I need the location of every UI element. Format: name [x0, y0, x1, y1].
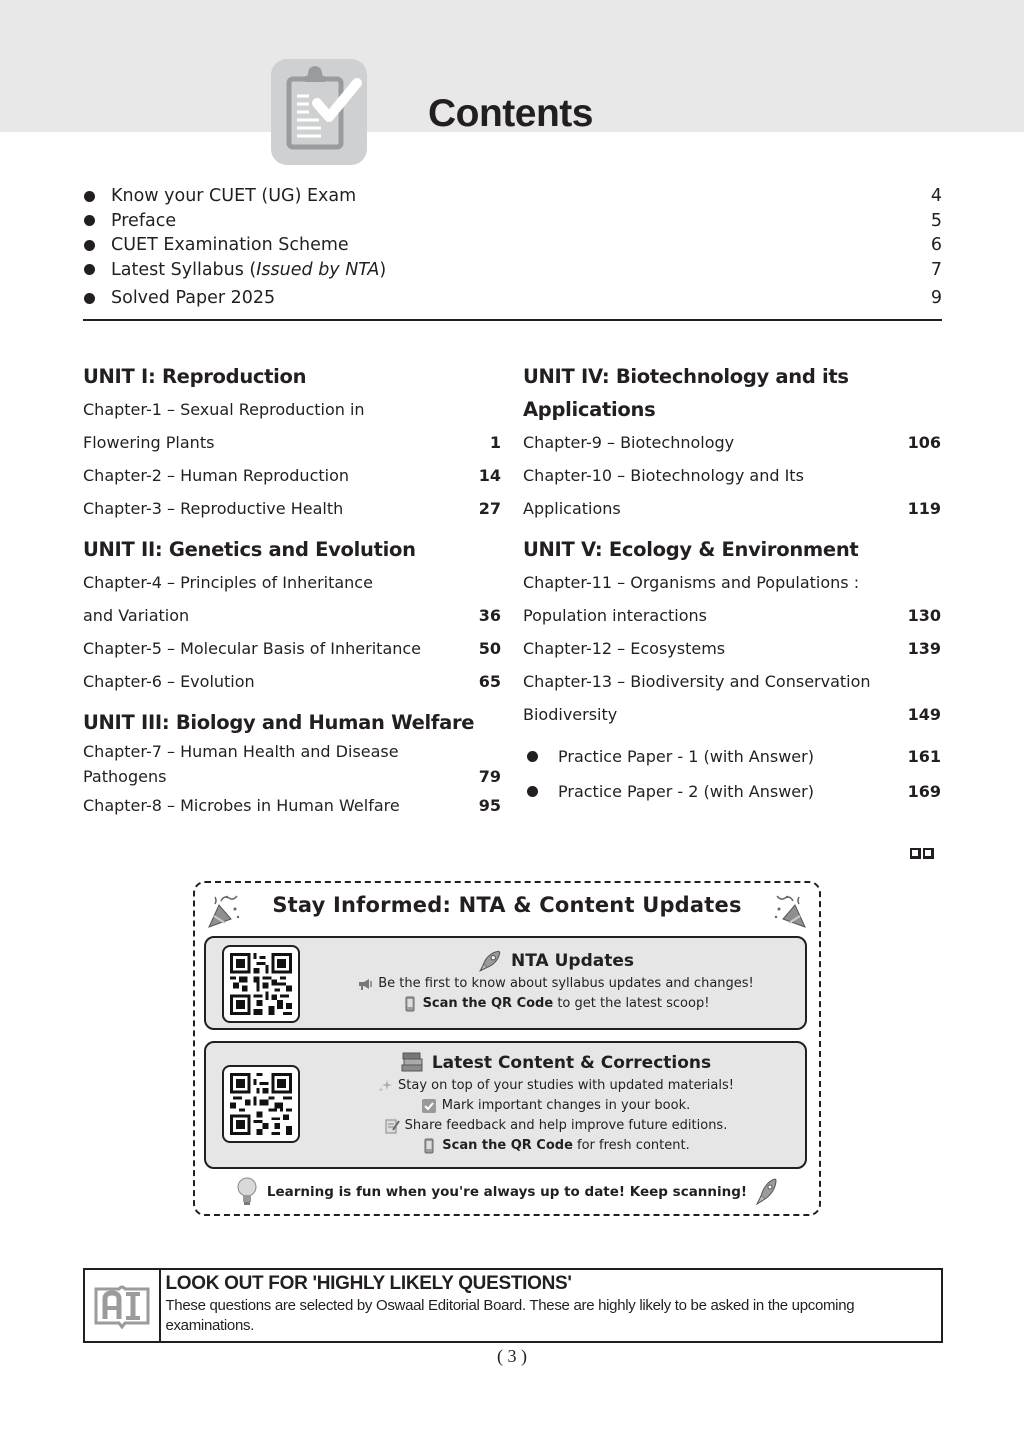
- chapter-2[interactable]: [83, 459, 501, 492]
- unit-title: UNIT I: Reproduction: [83, 365, 307, 388]
- nta-scan-rest: to get the latest scoop!: [553, 996, 710, 1011]
- toc-entry-solved-paper[interactable]: [83, 286, 942, 311]
- nta-scan-bold: Scan the QR Code: [422, 996, 554, 1011]
- chapter-10[interactable]: [523, 459, 941, 492]
- practice-paper-label: Practice Paper - 2 (with Answer): [558, 782, 814, 801]
- chapter-5[interactable]: [83, 632, 501, 665]
- chapter-7-cont[interactable]: [83, 764, 501, 789]
- toc-entry-page: 7: [930, 259, 942, 280]
- unit-4: [523, 360, 941, 525]
- chapter-label: Chapter-7 – Human Health and Disease: [83, 742, 399, 761]
- chapter-page: 130: [907, 606, 941, 625]
- unit-title: UNIT III: Biology and Human Welfare: [83, 711, 475, 734]
- practice-paper-page: 169: [907, 782, 941, 801]
- chapter-10-cont[interactable]: [523, 492, 941, 525]
- chapter-label: Population interactions: [523, 606, 708, 625]
- updates-footer: [195, 1177, 819, 1207]
- chapter-9[interactable]: [523, 426, 941, 459]
- content-line-1: Stay on top of your studies with updated materials!: [398, 1078, 734, 1093]
- practice-paper-2[interactable]: [523, 774, 941, 809]
- rocket-icon: [477, 948, 503, 974]
- content-line-3: Share feedback and help improve future editions.: [404, 1118, 728, 1133]
- content-corrections-panel: [204, 1041, 807, 1169]
- bullet-icon: [84, 293, 95, 304]
- memo-icon: [384, 1118, 400, 1134]
- chapter-label: Chapter-5 – Molecular Basis of Inheritance: [83, 639, 422, 658]
- updates-box: [193, 881, 821, 1216]
- chapter-6[interactable]: [83, 665, 501, 698]
- chapter-label: Chapter-8 – Microbes in Human Welfare: [83, 796, 400, 815]
- end-of-section-mark: [910, 847, 936, 863]
- nta-updates-panel: [204, 936, 807, 1030]
- practice-paper-1[interactable]: [523, 739, 941, 774]
- chapter-13[interactable]: [523, 665, 941, 698]
- chapter-page: 95: [478, 796, 501, 815]
- label-italic: Issued by NTA: [256, 259, 380, 280]
- chapter-1-cont[interactable]: [83, 426, 501, 459]
- updates-title: Stay Informed: NTA & Content Updates: [272, 893, 742, 917]
- unit-1: [83, 360, 501, 525]
- highly-likely-notice: [83, 1268, 943, 1343]
- toc-entry-label: Solved Paper 2025: [111, 288, 276, 309]
- ai-book-icon: [93, 1283, 151, 1329]
- chapter-page: 139: [907, 639, 941, 658]
- chapter-label: Flowering Plants: [83, 433, 215, 452]
- toc-left-column: [83, 360, 501, 830]
- chapter-3[interactable]: [83, 492, 501, 525]
- toc-entry-page: 4: [930, 186, 942, 207]
- chapter-page: 149: [907, 705, 941, 724]
- bullet-icon: [527, 786, 538, 797]
- chapter-label: Biodiversity: [523, 705, 618, 724]
- lightbulb-icon: [235, 1177, 259, 1207]
- toc-entry-know-exam[interactable]: [83, 184, 942, 209]
- phone-icon: [402, 996, 418, 1012]
- toc-entry-page: 5: [930, 210, 942, 231]
- label-prefix: Latest Syllabus (: [111, 259, 257, 280]
- notice-title: LOOK OUT FOR 'HIGHLY LIKELY QUESTIONS': [165, 1273, 572, 1294]
- chapter-11[interactable]: [523, 566, 941, 599]
- nta-line-1: Be the first to know about syllabus updates and changes!: [378, 976, 754, 991]
- chapter-page: 50: [478, 639, 501, 658]
- nta-panel-text: [306, 948, 805, 1014]
- party-popper-icon: [771, 891, 809, 931]
- checkbox-icon: [421, 1098, 437, 1114]
- chapter-7[interactable]: [83, 739, 501, 764]
- toc-entry-label: [111, 260, 902, 280]
- chapter-page: 106: [907, 433, 941, 452]
- bullet-icon: [84, 215, 95, 226]
- chapter-page: 27: [478, 499, 501, 518]
- toc-entry-page: 6: [930, 235, 942, 256]
- chapter-page: 119: [907, 499, 941, 518]
- bullet-icon: [84, 240, 95, 251]
- chapter-page: 79: [478, 767, 501, 786]
- chapter-label: Chapter-3 – Reproductive Health: [83, 499, 344, 518]
- chapter-11-cont[interactable]: [523, 599, 941, 632]
- toc-entry-label: Preface: [111, 210, 177, 231]
- chapter-label: Chapter-4 – Principles of Inheritance: [83, 573, 373, 592]
- toc-entry-label: Know your CUET (UG) Exam: [111, 186, 357, 207]
- chapter-label: Chapter-10 – Biotechnology and Its: [523, 466, 804, 485]
- content-qr-code[interactable]: [222, 1065, 300, 1143]
- square-icon: [923, 848, 934, 859]
- qr-code-icon: [230, 953, 292, 1015]
- chapter-label: Chapter-2 – Human Reproduction: [83, 466, 350, 485]
- label-suffix: ): [379, 259, 387, 280]
- unit-title: UNIT V: Ecology & Environment: [523, 538, 859, 561]
- updates-footer-text: Learning is fun when you're always up to date! Keep scanning!: [266, 1184, 748, 1200]
- chapter-label: Chapter-11 – Organisms and Populations :: [523, 573, 860, 592]
- toc-right-column: [523, 360, 941, 809]
- unit-title: UNIT II: Genetics and Evolution: [83, 538, 416, 561]
- page-title: Contents: [428, 92, 593, 135]
- content-line-2: Mark important changes in your book.: [441, 1098, 691, 1113]
- sparkles-icon: [377, 1078, 393, 1094]
- content-panel-text: [306, 1050, 805, 1156]
- toc-entry-label: CUET Examination Scheme: [111, 235, 349, 256]
- chapter-label: Chapter-1 – Sexual Reproduction in: [83, 400, 365, 419]
- divider: [83, 319, 942, 321]
- rocket-icon: [755, 1177, 779, 1207]
- content-scan-rest: for fresh content.: [572, 1138, 690, 1153]
- notice-body: These questions are selected by Oswaal Editorial Board. These are highly likely to be asked in the upcoming examinations.: [165, 1297, 855, 1334]
- content-scan-bold: Scan the QR Code: [442, 1138, 573, 1153]
- chapter-4[interactable]: [83, 566, 501, 599]
- unit-title-cont: Applications: [523, 398, 656, 421]
- toc-entry-preface[interactable]: [83, 209, 942, 234]
- books-icon: [400, 1052, 424, 1074]
- page-number: ( 3 ): [497, 1346, 527, 1366]
- chapter-label: Pathogens: [83, 767, 167, 786]
- clipboard-check-icon: [271, 59, 367, 165]
- unit-title: UNIT IV: Biotechnology and its: [523, 365, 849, 388]
- chapter-label: Chapter-9 – Biotechnology: [523, 433, 735, 452]
- chapter-4-cont[interactable]: [83, 599, 501, 632]
- chapter-label: Chapter-12 – Ecosystems: [523, 639, 726, 658]
- unit-3: [83, 706, 501, 822]
- practice-paper-page: 161: [907, 747, 941, 766]
- chapter-12[interactable]: [523, 632, 941, 665]
- bullet-icon: [84, 191, 95, 202]
- nta-qr-code[interactable]: [222, 945, 300, 1023]
- practice-paper-label: Practice Paper - 1 (with Answer): [558, 747, 814, 766]
- megaphone-icon: [357, 976, 373, 992]
- toc-entry-syllabus[interactable]: [83, 258, 942, 283]
- chapter-page: 1: [489, 433, 501, 452]
- front-matter-list: [83, 184, 942, 311]
- unit-2: [83, 533, 501, 698]
- chapter-page: 36: [478, 606, 501, 625]
- toc-entry-exam-scheme[interactable]: [83, 233, 942, 258]
- chapter-page: 65: [478, 672, 501, 691]
- bullet-icon: [84, 264, 95, 275]
- chapter-label: and Variation: [83, 606, 190, 625]
- square-icon: [910, 848, 921, 859]
- chapter-label: Applications: [523, 499, 621, 518]
- chapter-8[interactable]: [83, 789, 501, 822]
- chapter-label: Chapter-6 – Evolution: [83, 672, 255, 691]
- unit-5: [523, 533, 941, 731]
- nta-heading: NTA Updates: [511, 951, 634, 971]
- qr-code-icon: [230, 1073, 292, 1135]
- chapter-1[interactable]: [83, 393, 501, 426]
- chapter-13-cont[interactable]: [523, 698, 941, 731]
- chapter-page: 14: [478, 466, 501, 485]
- bullet-icon: [527, 751, 538, 762]
- phone-icon: [421, 1138, 437, 1154]
- toc-entry-page: 9: [930, 288, 942, 309]
- content-heading: Latest Content & Corrections: [431, 1053, 712, 1073]
- chapter-label: Chapter-13 – Biodiversity and Conservation: [523, 672, 871, 691]
